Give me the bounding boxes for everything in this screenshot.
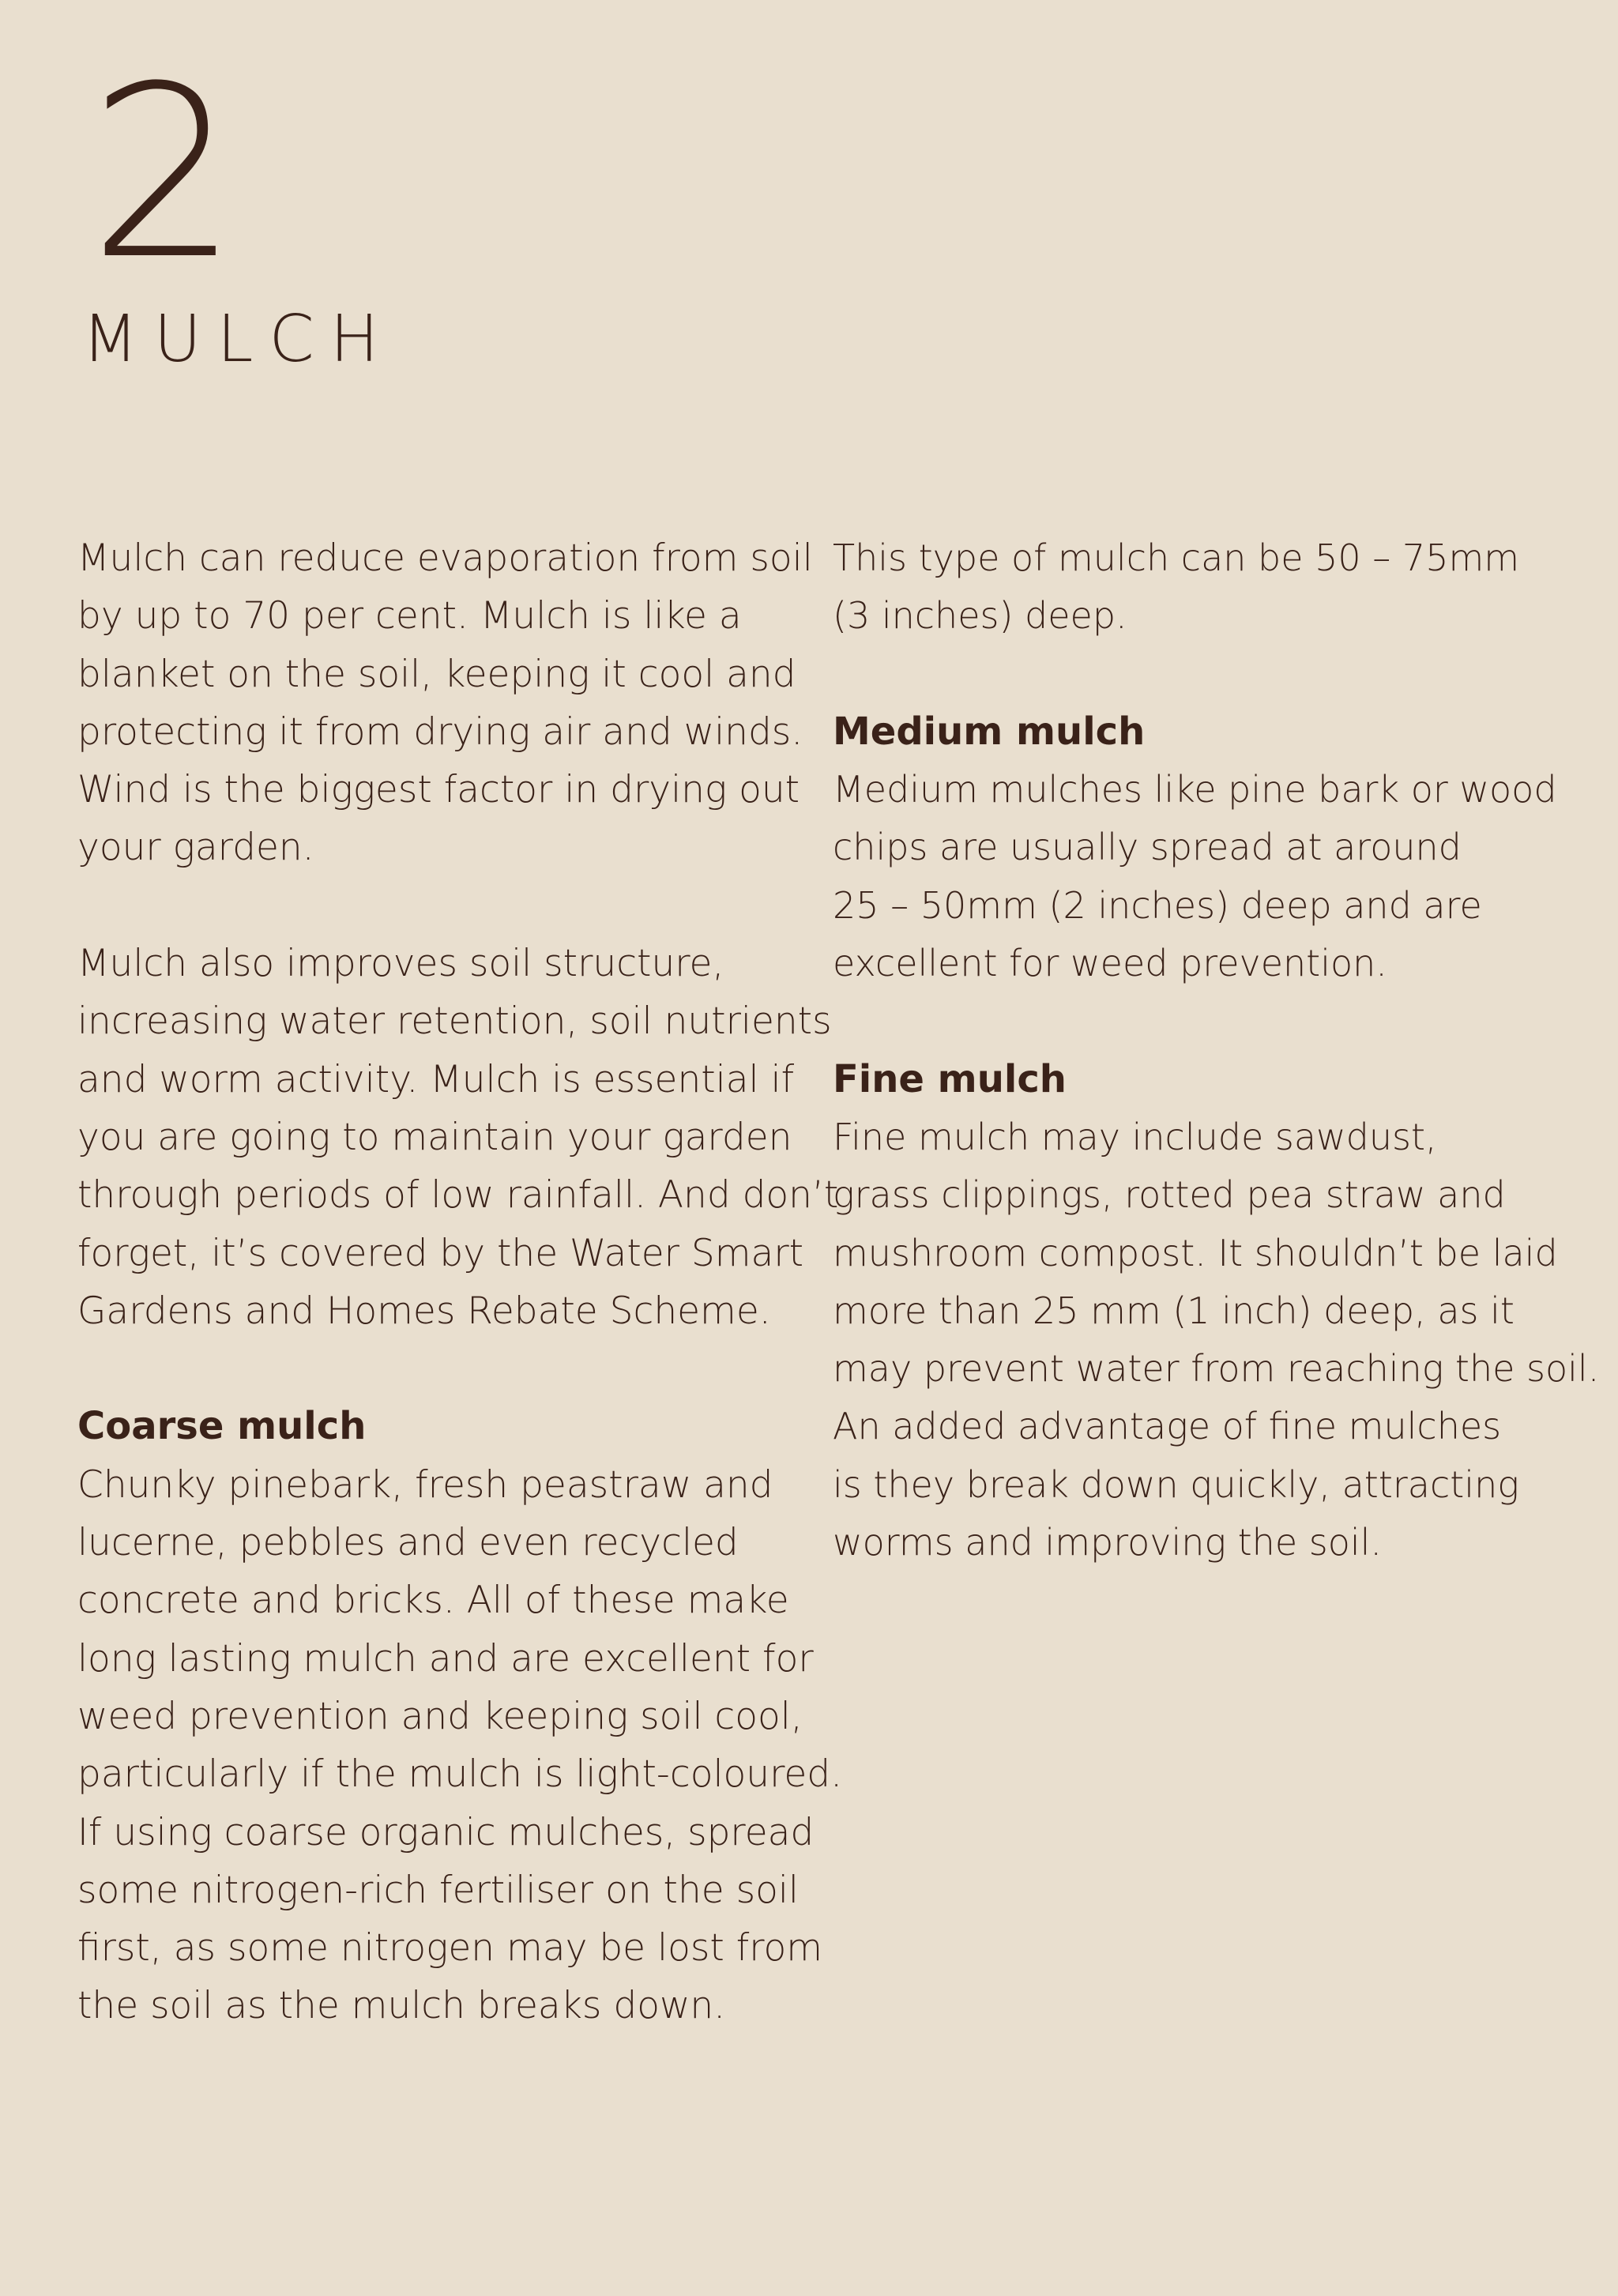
paragraph-line: Wind is the biggest factor in drying out: [77, 768, 800, 812]
paragraph-line: Mulch can reduce evaporation from soil: [77, 536, 813, 580]
paragraph-line: first, as some nitrogen may be lost from: [77, 1926, 823, 1970]
coarse-depth-paragraph: [833, 529, 1591, 646]
soil-structure-paragraph: [77, 935, 839, 1340]
chapter-number: 2: [88, 36, 239, 311]
left-column: [77, 529, 843, 2035]
paragraph-line: and worm activity. Mulch is essential if: [77, 1057, 795, 1101]
coarse-mulch-paragraph: [77, 1456, 843, 2035]
paragraph-line: weed prevention and keeping soil cool,: [77, 1694, 803, 1738]
paragraph-line: Medium mulches like pine bark or wood: [833, 768, 1557, 811]
right-column: [833, 529, 1600, 1571]
paragraph-line: If using coarse organic mulches, spread: [77, 1810, 815, 1854]
paragraph-line: Chunky pinebark, fresh peastraw and: [77, 1462, 773, 1507]
fine-mulch-heading: Fine mulch: [833, 1056, 1067, 1101]
paragraph-line: your garden.: [77, 826, 314, 870]
paragraph-line: This type of mulch can be 50 – 75mm: [833, 536, 1520, 579]
paragraph-line: some nitrogen-rich fertiliser on the soil: [77, 1868, 799, 1912]
paragraph-line: lucerne, pebbles and even recycled: [77, 1521, 739, 1565]
paragraph-line: long lasting mulch and are excellent for: [77, 1636, 814, 1681]
paragraph-line: Mulch also improves soil structure,: [77, 942, 724, 986]
paragraph-line: excellent for weed prevention.: [833, 942, 1387, 985]
coarse-mulch-heading: Coarse mulch: [77, 1404, 367, 1449]
paragraph-line: by up to 70 per cent. Mulch is like a: [77, 594, 742, 638]
paragraph-line: worms and improving the soil.: [833, 1521, 1383, 1564]
medium-mulch-paragraph: [833, 761, 1591, 992]
paragraph-line: forget, it’s covered by the Water Smart: [77, 1231, 804, 1275]
fine-mulch-paragraph: [833, 1108, 1600, 1571]
paragraph-line: mushroom compost. It shouldn’t be laid: [833, 1231, 1558, 1274]
paragraph-line: may prevent water from reaching the soil.: [833, 1347, 1600, 1391]
paragraph-line: Fine mulch may include sawdust,: [833, 1115, 1437, 1158]
medium-mulch-heading: Medium mulch: [833, 709, 1146, 754]
paragraph-line: you are going to maintain your garden: [77, 1115, 792, 1159]
paragraph-line: more than 25 mm (1 inch) deep, as it: [833, 1289, 1515, 1332]
paragraph-line: An added advantage of fine mulches: [833, 1405, 1502, 1448]
paragraph-line: grass clippings, rotted pea straw and: [833, 1173, 1506, 1217]
paragraph-line: particularly if the mulch is light-coloured.: [77, 1752, 843, 1797]
chapter-title: MULCH: [82, 302, 395, 377]
paragraph-line: through periods of low rainfall. And don’t: [77, 1173, 839, 1218]
paragraph-line: increasing water retention, soil nutrients: [77, 999, 832, 1044]
paragraph-line: Gardens and Homes Rebate Scheme.: [77, 1289, 771, 1333]
intro-paragraph: [77, 529, 813, 877]
paragraph-line: the soil as the mulch breaks down.: [77, 1984, 726, 2028]
paragraph-line: protecting it from drying air and winds.: [77, 710, 803, 754]
paragraph-line: concrete and bricks. All of these make: [77, 1579, 789, 1623]
paragraph-line: is they break down quickly, attracting: [833, 1462, 1519, 1506]
paragraph-line: 25 – 50mm (2 inches) deep and are: [833, 883, 1482, 927]
paragraph-line: (3 inches) deep.: [833, 594, 1127, 638]
paragraph-line: chips are usually spread at around: [833, 826, 1462, 869]
paragraph-line: blanket on the soil, keeping it cool and: [77, 652, 796, 696]
